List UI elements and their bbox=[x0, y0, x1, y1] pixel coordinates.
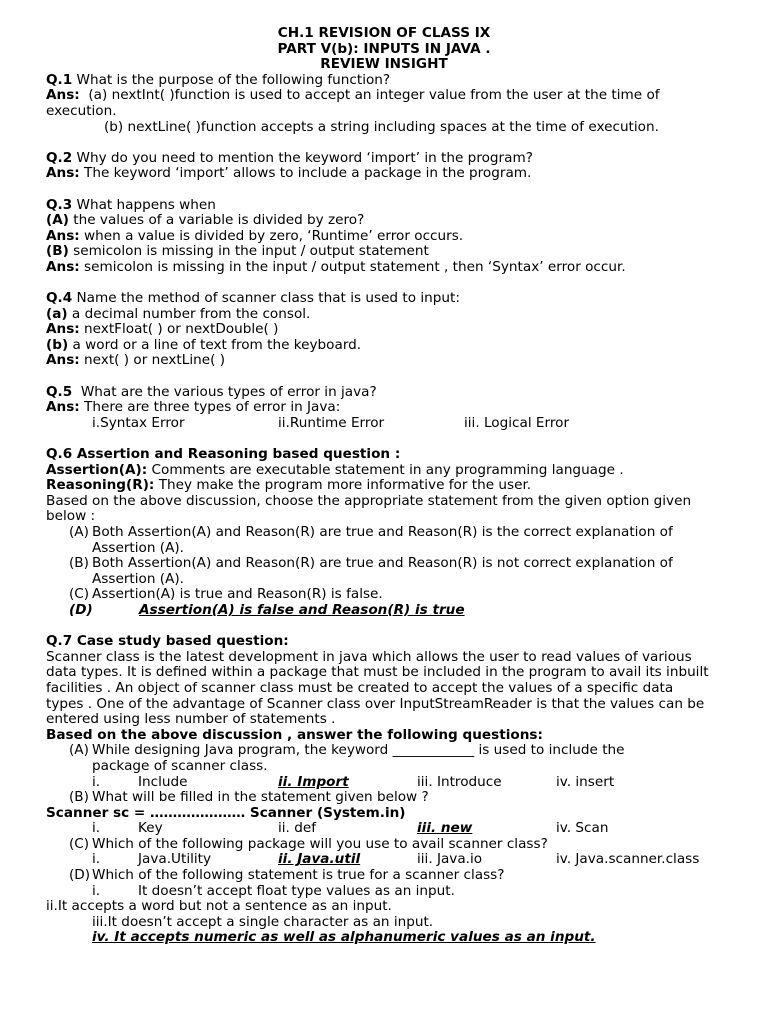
q6-option-b: (B) Both Assertion(A) and Reason(R) are true and Reason(R) is not correct explanation of Assertion (A). bbox=[69, 555, 673, 587]
option-java-io: iii. Java.io bbox=[417, 851, 483, 868]
q4-question: Q.4 Name the method of scanner class that is used to input: bbox=[46, 290, 460, 307]
q7-question-c: (C) Which of the following package will you use to avail scanner class? bbox=[69, 835, 548, 852]
q3-answer-a: Ans: when a value is divided by zero, ‘Runtime’ error occurs. bbox=[46, 227, 464, 244]
q2-question: Q.2 Why do you need to mention the keyword ‘import’ in the program? bbox=[46, 149, 533, 166]
q7-options-c bbox=[46, 852, 722, 868]
q7-subheading: Based on the above discussion , answer the following questions: bbox=[46, 726, 543, 743]
option-key: Key bbox=[138, 820, 163, 837]
q4-part-b: (b) a word or a line of text from the keyboard. bbox=[46, 336, 362, 353]
q3-answer-b: Ans: semicolon is missing in the input / output statement , then ‘Syntax’ error occur. bbox=[46, 258, 626, 275]
q7-option-d1 bbox=[46, 884, 722, 900]
q6-assertion: Assertion(A): Comments are executable statement in any programming language . bbox=[46, 461, 624, 478]
option-num: i. bbox=[92, 851, 101, 868]
q7-options-b bbox=[46, 821, 722, 837]
option-d1-text: It doesn’t accept float type values as an input. bbox=[138, 882, 455, 899]
option-include: Include bbox=[138, 773, 188, 790]
worksheet-page bbox=[46, 26, 722, 946]
header-title-2: PART V(b): INPUTS IN JAVA . bbox=[277, 40, 491, 57]
q6-instruction: Based on the above discussion, choose the appropriate statement from the given option given below : bbox=[46, 492, 692, 525]
option-num: i. bbox=[92, 882, 101, 899]
option-scan: iv. Scan bbox=[556, 820, 609, 837]
q7-option-d3: iii.It doesn’t accept a single character as an input. bbox=[92, 913, 434, 930]
q7-passage: Scanner class is the latest development in java which allows the user to read values of various data types. It is defined within a package that must be included in the program to avail its inbuilt facilities . An object of scanner class must be created to accept the values of a specific data types . One of the advantage of Scanner class over InputStreamReader is that the values can be entered using less number of statements . bbox=[46, 648, 709, 728]
option-num: i. bbox=[92, 773, 101, 790]
q6-option-c: (C) Assertion(A) is true and Reason(R) is false. bbox=[69, 586, 383, 603]
q7-heading: Q.7 Case study based question: bbox=[46, 633, 289, 650]
q6-option-a: (A) Both Assertion(A) and Reason(R) are true and Reason(R) is the correct explanation of Assertion (A). bbox=[69, 524, 673, 556]
q3-part-b: (B) semicolon is missing in the input / output statement bbox=[46, 243, 429, 260]
q7-question-b: (B) What will be filled in the statement given below ? bbox=[69, 789, 429, 806]
option-new-correct: iii. new bbox=[417, 820, 473, 837]
q5-answer: Ans: There are three types of error in Java: bbox=[46, 399, 341, 416]
error-type-logical: iii. Logical Error bbox=[464, 414, 570, 431]
q4-answer-a: Ans: nextFloat( ) or nextDouble( ) bbox=[46, 321, 279, 338]
q7-statement-b: Scanner sc = ………………… Scanner (System.in) bbox=[46, 804, 406, 821]
q4-answer-b: Ans: next( ) or nextLine( ) bbox=[46, 352, 226, 369]
q6-heading: Q.6 Assertion and Reasoning based question : bbox=[46, 446, 401, 463]
option-insert: iv. insert bbox=[556, 773, 615, 790]
q7-option-d4-correct: iv. It accepts numeric as well as alphanumeric values as an input. bbox=[92, 929, 596, 946]
q7-options-a bbox=[46, 775, 722, 791]
header-title-1: CH.1 REVISION OF CLASS IX bbox=[277, 25, 491, 41]
q7-option-d2: ii.It accepts a word but not a sentence as an input. bbox=[46, 898, 392, 915]
q1-answer-a: Ans: (a) nextInt( )function is used to accept an integer value from the user at the time of execution. bbox=[46, 87, 664, 119]
option-introduce: iii. Introduce bbox=[417, 773, 502, 790]
q5-question: Q.5 What are the various types of error in java? bbox=[46, 383, 377, 400]
q6-reasoning: Reasoning(R): They make the program more informative for the user. bbox=[46, 477, 532, 494]
option-java-util-correct: ii. Java.util bbox=[278, 851, 361, 868]
option-num: i. bbox=[92, 820, 101, 837]
q3-question: Q.3 What happens when bbox=[46, 196, 216, 213]
q1-answer-b: (b) nextLine( )function accepts a string including spaces at the time of execution. bbox=[104, 118, 659, 135]
q2-answer: Ans: The keyword ‘import’ allows to include a package in the program. bbox=[46, 165, 532, 182]
error-type-runtime: ii.Runtime Error bbox=[278, 414, 385, 431]
option-import-correct: ii. Import bbox=[278, 773, 349, 790]
option-def: ii. def bbox=[278, 820, 316, 837]
q3-part-a: (A) the values of a variable is divided by zero? bbox=[46, 212, 365, 229]
header-title-3: REVIEW INSIGHT bbox=[320, 56, 448, 73]
error-type-syntax: i.Syntax Error bbox=[92, 414, 185, 431]
q1-question: Q.1 What is the purpose of the following function? bbox=[46, 71, 391, 88]
option-java-utility: Java.Utility bbox=[138, 851, 212, 868]
q7-question-d: (D) Which of the following statement is true for a scanner class? bbox=[69, 867, 505, 884]
q6-option-d-correct: (D) Assertion(A) is false and Reason(R) is true bbox=[69, 601, 465, 618]
q5-error-types bbox=[46, 416, 722, 432]
q4-part-a: (a) a decimal number from the consol. bbox=[46, 305, 311, 322]
q7-question-a: (A) While designing Java program, the keyword ____________ is used to include the package of scanner class. bbox=[69, 742, 625, 774]
option-java-scanner-class: iv. Java.scanner.class bbox=[556, 851, 700, 868]
